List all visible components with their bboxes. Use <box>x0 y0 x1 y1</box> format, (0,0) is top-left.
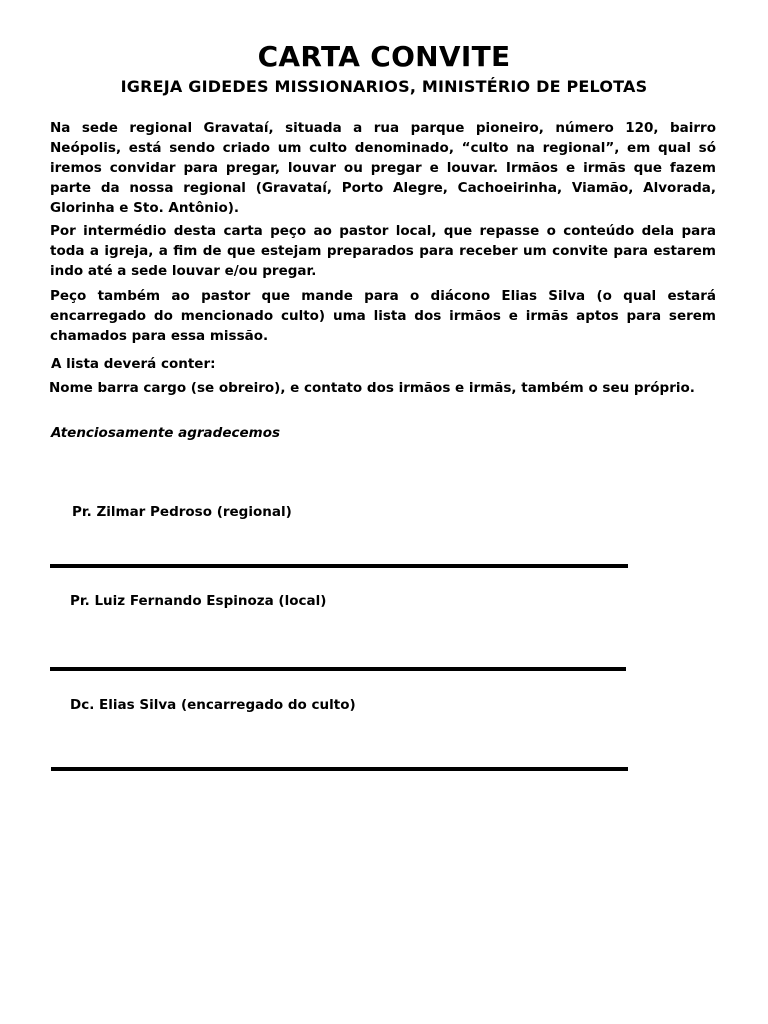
list-content: Nome barra cargo (se obreiro), e contato dos irmãos e irmãs, também o seu próprio. <box>49 380 695 396</box>
signature-name-culto: Dc. Elias Silva (encarregado do culto) <box>70 697 356 713</box>
paragraph-2: Por intermédio desta carta peço ao pastor local, que repasse o conteúdo dela para toda a igreja, a fim de que estejam preparados para receber um convite para estarem indo até a sede louvar e/ou pregar. <box>50 223 716 279</box>
list-label: A lista deverá conter: <box>51 356 216 372</box>
letter-title: CARTA CONVITE <box>257 40 511 73</box>
signature-name-regional: Pr. Zilmar Pedroso (regional) <box>72 504 292 520</box>
paragraph-3: Peço também ao pastor que mande para o diácono Elias Silva (o qual estará encarregado do mencionado culto) uma lista dos irmãos e irmãs aptos para serem chamados para essa missão. <box>50 288 716 344</box>
letter-subtitle: IGREJA GIDEDES MISSIONARIOS, MINISTÉRIO DE PELOTAS <box>120 77 648 96</box>
signature-name-local: Pr. Luiz Fernando Espinoza (local) <box>70 593 327 609</box>
signature-line-local <box>50 667 626 671</box>
paragraph-1: Na sede regional Gravataí, situada a rua parque pioneiro, número 120, bairro Neópolis, está sendo criado um culto denominado, “culto na regional”, em qual só iremos convidar para pregar, louvar ou pregar e louvar. Irmãos e irmãs que fazem parte da nossa regional (Gravataí, Porto Alegre, Cachoeirinha, Viamão, Alvorada, Glorinha e Sto. Antônio). <box>50 120 716 216</box>
signature-line-culto <box>51 767 628 771</box>
closing-text: Atenciosamente agradecemos <box>51 425 281 441</box>
signature-line-regional <box>50 564 628 568</box>
